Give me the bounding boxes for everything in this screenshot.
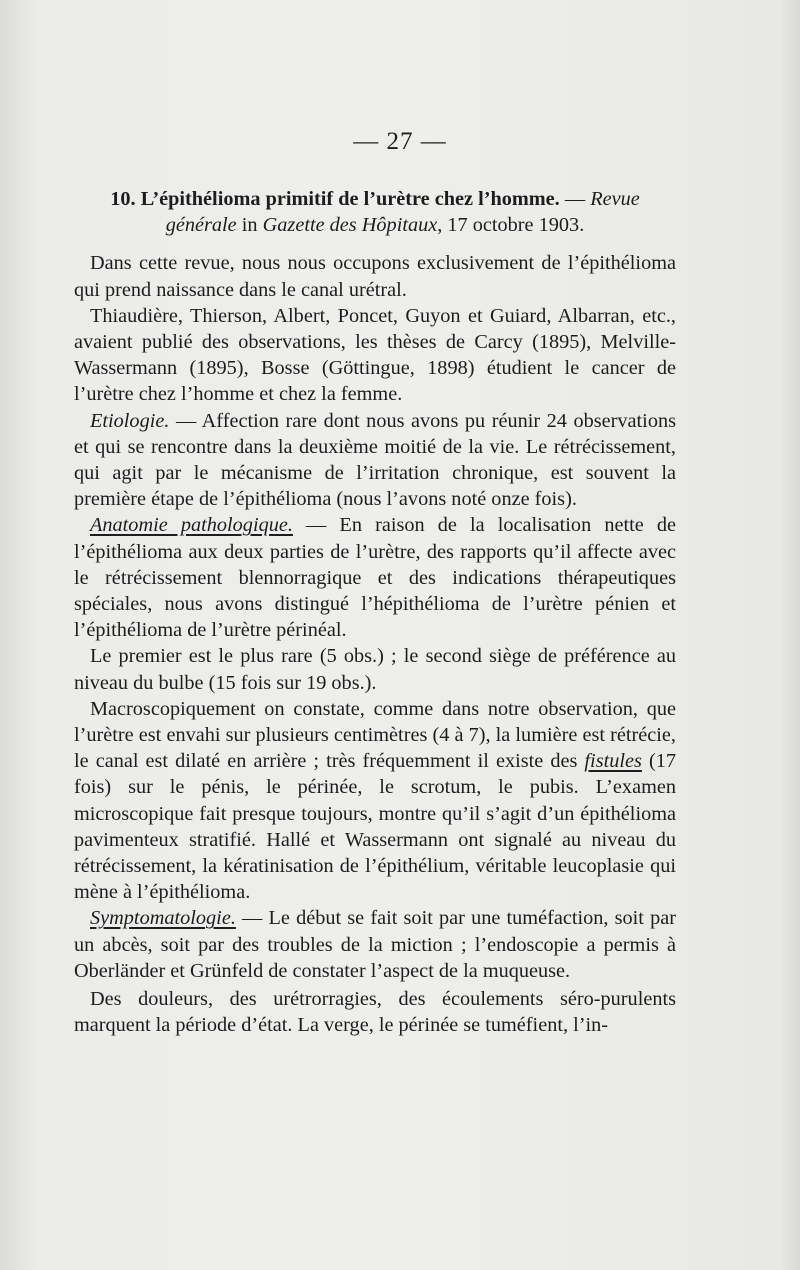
paragraph-douleurs: Des douleurs, des urétrorragies, des écoulements séro-purulents marquent la période d’état. La verge, le périnée se tuméfient, l’in- bbox=[74, 988, 676, 1037]
reference-number: 10. bbox=[110, 188, 136, 210]
paragraph-anatomie bbox=[74, 512, 676, 643]
term-fistules: fistules bbox=[584, 750, 642, 773]
section-label-symptomatologie: Symptomatologie. bbox=[90, 907, 236, 930]
paragraph-macroscopie bbox=[74, 696, 676, 906]
paragraph-etiologie-text: — Affection rare dont nous avons pu réunir 24 observations et qui se rencontre dans la deuxième moitié de la vie. Le rétrécissement, qui agit par le mécanisme de l’irritation chronique, est souvent la première étape de l’épithélioma (nous l’avons noté onze fois). bbox=[74, 409, 676, 511]
paragraph-authors: Thiaudière, Thierson, Albert, Poncet, Guyon et Guiard, Albarran, etc., avaient publié des observations, les thèses de Carcy (1895), Melville-Wassermann (1895), Bosse (Göttingue, 1898) étudient le cancer de l’urètre chez l’homme et chez la femme. bbox=[74, 304, 676, 406]
paragraph-macroscopie-b: (17 fois) sur le pénis, le périnée, le scrotum, le pubis. L’examen microscopique fait presque toujours, montre qu’il s’agit d’un épithélioma pavimenteux stratifié. Hallé et Wassermann ont signalé au niveau du rétrécissement, la kératinisation de l’épithélium, véritable leucoplasie qui mène à l’épithélioma. bbox=[74, 750, 676, 904]
reference-date: , 17 octobre 1903. bbox=[437, 214, 585, 237]
paragraph-localisation: Le premier est le plus rare (5 obs.) ; le second siège de préférence au niveau du bulbe (15 fois sur 19 obs.). bbox=[74, 645, 676, 694]
page-number: — 27 — bbox=[353, 128, 447, 155]
body-text bbox=[74, 186, 676, 1039]
paragraph-macroscopie-a: Macroscopiquement on constate, comme dans notre observation, que l’urètre est envahi sur plusieurs centimètres (4 à 7), la lumière est rétrécie, le canal est dilaté en arrière ; très fréquemment il existe des bbox=[74, 697, 676, 773]
reference-heading bbox=[74, 186, 676, 238]
paragraph-etiologie bbox=[74, 408, 676, 513]
reference-journal-name: Gazette des Hôpitaux bbox=[262, 214, 438, 237]
paragraph-symptomatologie bbox=[74, 905, 676, 984]
reference-title: L’épithélioma primitif de l’urètre chez l’homme. bbox=[140, 188, 560, 210]
section-label-etiologie: Etiologie. bbox=[90, 409, 170, 432]
reference-journal-part2: générale bbox=[165, 214, 237, 237]
section-label-anatomie: Anatomie pathologique. bbox=[90, 514, 293, 537]
reference-dash: — bbox=[564, 188, 586, 210]
paragraph-anatomie-text: — En raison de la localisation nette de l’épithélioma aux deux parties de l’urètre, des rapports qu’il affecte avec le rétrécissement blennorragique et des indications thérapeutiques spéciales, nous avons distingué l’hépithélioma de l’urètre pénien et l’épithélioma de l’urètre périnéal. bbox=[74, 514, 676, 642]
reference-journal-part1: Revue bbox=[590, 188, 640, 210]
paragraph-intro: Dans cette revue, nous nous occupons exclusivement de l’épithélioma qui prend naissance dans le canal urétral. bbox=[74, 252, 676, 301]
reference-in: in bbox=[241, 214, 258, 237]
paragraph-symptomatologie-text: — Le début se fait soit par une tuméfaction, soit par un abcès, soit par des troubles de la miction ; l’endoscopie a permis à Oberländer et Grünfeld de constater l’aspect de la muqueuse. bbox=[74, 907, 676, 982]
